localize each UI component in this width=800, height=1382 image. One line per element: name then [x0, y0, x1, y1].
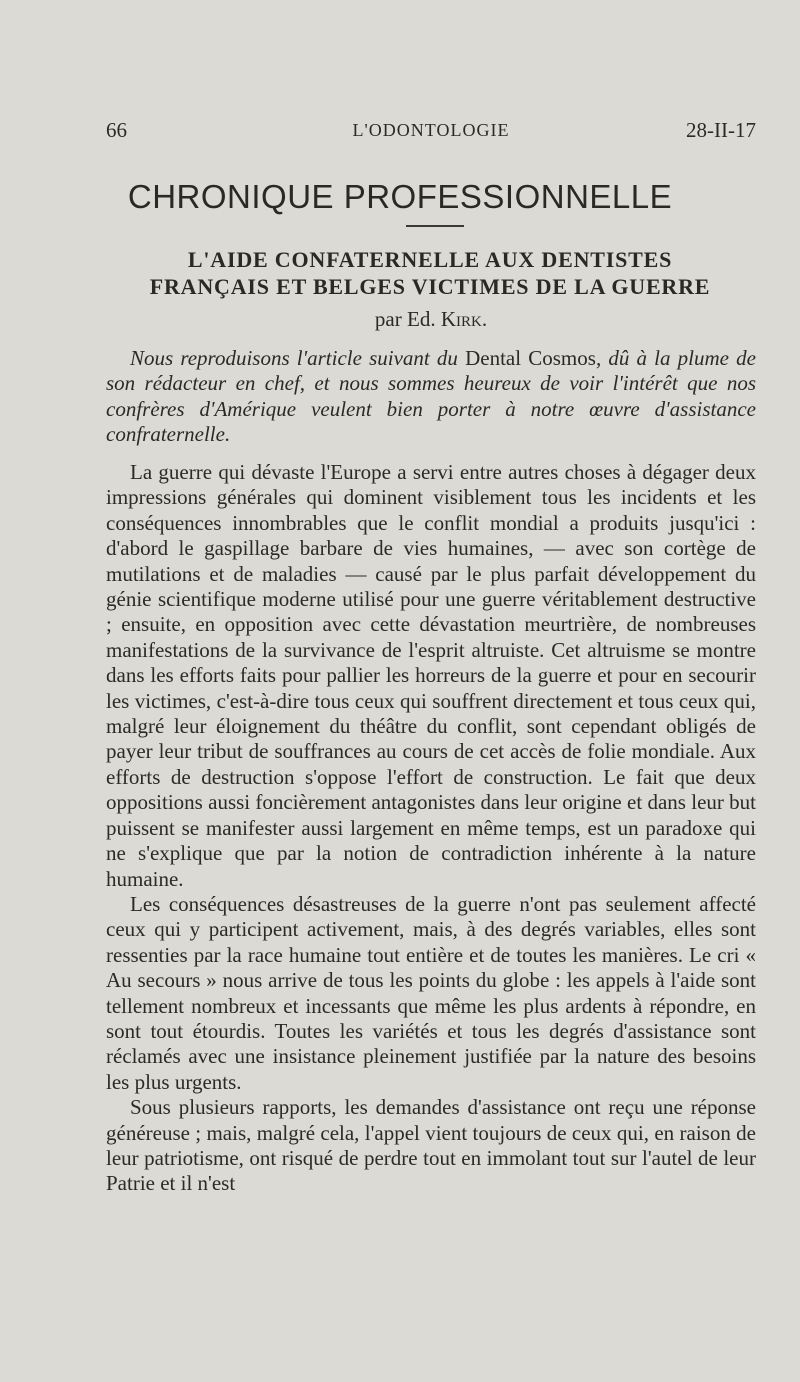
title-rule	[406, 225, 464, 227]
byline-author: Kirk.	[440, 307, 488, 331]
issue-date: 28-II-17	[686, 118, 756, 142]
section-title: CHRONIQUE PROFESSIONNELLE	[127, 178, 673, 215]
byline-prefix: par Ed.	[374, 307, 436, 331]
editor-note-part-2: , dû à la plume de son rédacteur en chef, et nous sommes heureux de voir l'intérêt que nos confrères d'Amérique veulent bien porter à notre œuvre d'assistance confraternelle.	[106, 346, 756, 447]
journal-name: L'ODONTOLOGIE	[352, 120, 510, 140]
running-head	[106, 118, 756, 148]
article-title	[100, 246, 760, 300]
article-title-line-1: L'AIDE CONFATERNELLE AUX DENTISTES	[187, 247, 673, 272]
article-body	[106, 460, 756, 1197]
editor-note	[106, 346, 756, 448]
byline	[0, 307, 800, 332]
page-number: 66	[106, 118, 127, 142]
article-title-line-2: FRANÇAIS ET BELGES VICTIMES DE LA GUERRE	[149, 274, 711, 299]
body-paragraph-2: Les conséquences désastreuses de la guerre n'ont pas seulement affecté ceux qui y participent activement, mais, à des degrés variables, elles sont ressenties par la race humaine tout entière et de toutes les manières. Le cri « Au secours » nous arrive de tous les points du globe : les appels à l'aide sont tellement nombreux et incessants que même les plus ardents à répondre, en sont tout étourdis. Toutes les variétés et tous les degrés d'assistance sont réclamés avec une insistance pleinement justifiée par la nature des besoins les plus urgents.	[106, 891, 756, 1094]
editor-note-part-1: Nous reproduisons l'article suivant du	[130, 346, 458, 370]
publication-name: Dental Cosmos	[465, 346, 596, 370]
editor-note-paragraph	[106, 346, 756, 448]
body-paragraph-1: La guerre qui dévaste l'Europe a servi entre autres choses à dégager deux impressions générales qui dominent visiblement tous les incidents et les conséquences innombrables que le conflit mondial a produits jusqu'ici : d'abord le gaspillage barbare de vies humaines, — avec son cortège de mutilations et de maladies — causé par le plus parfait développement du génie scientifique moderne utilisé pour une guerre véritablement destructive ; ensuite, en opposition avec cette dévastation meurtrière, de nombreuses manifestations de la survivance de l'esprit altruiste. Cet altruisme se montre dans les efforts faits pour pallier les horreurs de la guerre et pour en secourir les victimes, c'est-à-dire tous ceux qui souffrent directement et tous ceux qui, malgré leur éloignement du théâtre du conflit, sont cependant obligés de payer leur tribut de souffrances au cours de cet accès de folie mondiale. Aux efforts de destruction s'oppose l'effort de construction. Le fait que deux oppositions aussi foncièrement antagonistes dans leur origine et dans leur but puissent se manifester aussi largement en même temps, est un paradoxe qui ne s'explique que par la notion de contradiction inhérente à la nature humaine.	[106, 460, 756, 891]
body-paragraph-3: Sous plusieurs rapports, les demandes d'assistance ont reçu une réponse généreuse ; mais, malgré cela, l'appel vient toujours de ceux qui, en raison de leur patriotisme, ont risqué de perdre tout en immolant tout sur l'autel de leur Patrie et il n'est	[106, 1095, 756, 1196]
